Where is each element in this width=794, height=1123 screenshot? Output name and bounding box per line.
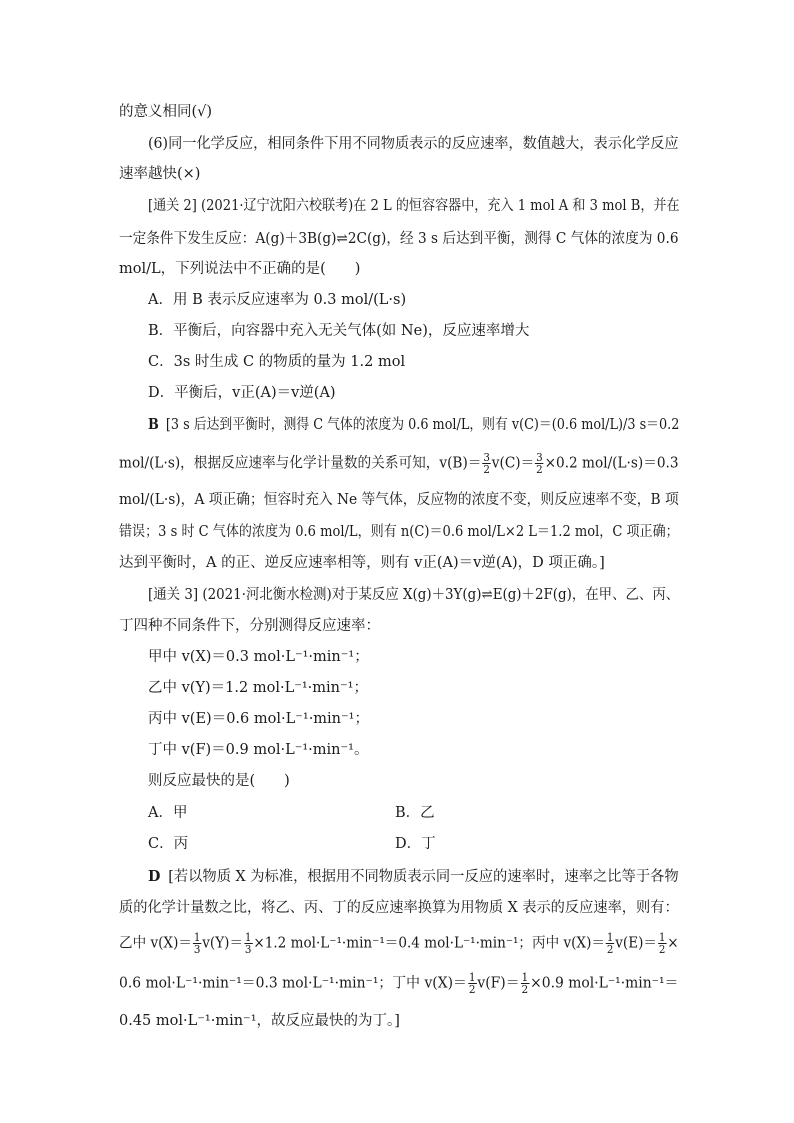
fraction: $\frac{1}{2}$ [658,931,666,956]
answer-letter: D [148,868,161,885]
fraction: $\frac{1}{3}$ [193,931,201,956]
text-line: 速率越快(×) [119,166,201,182]
answer-line: 达到平衡时，A 的正、逆反应速率相等，则有 v正(A)＝v逆(A)，D 项正确。] [119,555,605,571]
answer-line: 0.45 mol·L⁻¹·min⁻¹，故反应最快的为丁。] [119,1013,400,1029]
text-line: 的意义相同(√) [119,104,213,120]
fraction: $\frac{1}{2}$ [521,971,529,996]
answer-line: mol/(L·s)，根据反应速率与化学计量数的关系可知，v(B)＝ $\frac{3}{2}$ v(C)＝ $\frac{3}{2}$ ×0.2 mol/(L·s)＝0.3 [119,451,679,476]
fraction: $\frac{3}{2}$ [483,451,490,476]
text-line: mol/L，下列说法中不正确的是( ) [119,261,361,277]
option-c: C．丙 [148,836,189,852]
fraction: $\frac{1}{2}$ [606,931,614,956]
fraction: $\frac{1}{2}$ [468,971,476,996]
answer-line: 质的化学计量数之比，将乙、丙、丁的反应速率换算为用物质 X 表示的反应速率，则有： [119,900,679,916]
answer-line: 0.6 mol·L⁻¹·min⁻¹＝0.3 mol·L⁻¹·min⁻¹；丁中 v(X)＝ $\frac{1}{2}$ v(F)＝ $\frac{1}{2}$ ×0.9 mol·L⁻¹·min⁻¹＝ [119,971,679,996]
text-line: 一定条件下发生反应：A(g)＋3B(g)⇌2C(g)，经 3 s 后达到平衡，测得 C 气体的浓度为 0.6 [119,231,679,247]
option-a: A．用 B 表示反应速率为 0.3 mol/(L·s) [148,292,407,308]
option-d: D．丁 [395,836,436,852]
text-line: 则反应最快的是( ) [148,773,290,789]
text-line: 丁四种不同条件下，分别测得反应速率： [119,618,380,634]
answer-3-line: D [若以物质 X 为标准，根据用不同物质表示同一反应的速率时，速率之比等于各物 [148,868,679,885]
answer-letter: B [148,416,159,433]
question-3-stem: [通关 3] (2021·河北衡水检测)对于某反应 X(g)＋3Y(g)⇌E(g)＋2F(g)，在甲、乙、丙、 [148,587,680,603]
text-line: (6)同一化学反应，相同条件下用不同物质表示的反应速率，数值越大，表示化学反应 [148,136,679,152]
fraction: $\frac{3}{2}$ [536,451,543,476]
option-b: B．乙 [395,805,435,821]
option-d: D．平衡后，v正(A)＝v逆(A) [148,385,336,401]
condition-jia: 甲中 v(X)＝0.3 mol·L⁻¹·min⁻¹； [148,649,369,665]
fraction: $\frac{1}{3}$ [244,931,252,956]
condition-bing: 丙中 v(E)＝0.6 mol·L⁻¹·min⁻¹； [148,711,369,727]
option-a: A．甲 [148,805,188,821]
condition-ding: 丁中 v(F)＝0.9 mol·L⁻¹·min⁻¹。 [148,742,369,758]
condition-yi: 乙中 v(Y)＝1.2 mol·L⁻¹·min⁻¹； [148,680,368,696]
question-2-stem: [通关 2] (2021·辽宁沈阳六校联考)在 2 L 的恒容容器中，充入 1 mol A 和 3 mol B，并在 [148,198,680,214]
answer-2-line: B [3 s 后达到平衡时，测得 C 气体的浓度为 0.6 mol/L，则有 v(C)＝(0.6 mol/L)/3 s＝0.2 [148,416,680,433]
answer-line: 乙中 v(X)＝ $\frac{1}{3}$ v(Y)＝ $\frac{1}{3}$ ×1.2 mol·L⁻¹·min⁻¹＝0.4 mol·L⁻¹·min⁻¹；丙中 v(X)＝ $\frac{1}{2}$ v(E)＝ $\frac{1}{2}$ × [119,931,679,956]
answer-line: mol/(L·s)，A 项正确；恒容时充入 Ne 等气体，反应物的浓度不变，则反应速率不变，B 项 [119,492,679,508]
answer-line: 错误；3 s 时 C 气体的浓度为 0.6 mol/L，则有 n(C)＝0.6 mol/L×2 L＝1.2 mol，C 项正确； [119,524,679,540]
option-b: B．平衡后，向容器中充入无关气体(如 Ne)，反应速率增大 [148,323,530,339]
option-c: C．3s 时生成 C 的物质的量为 1.2 mol [148,354,406,370]
